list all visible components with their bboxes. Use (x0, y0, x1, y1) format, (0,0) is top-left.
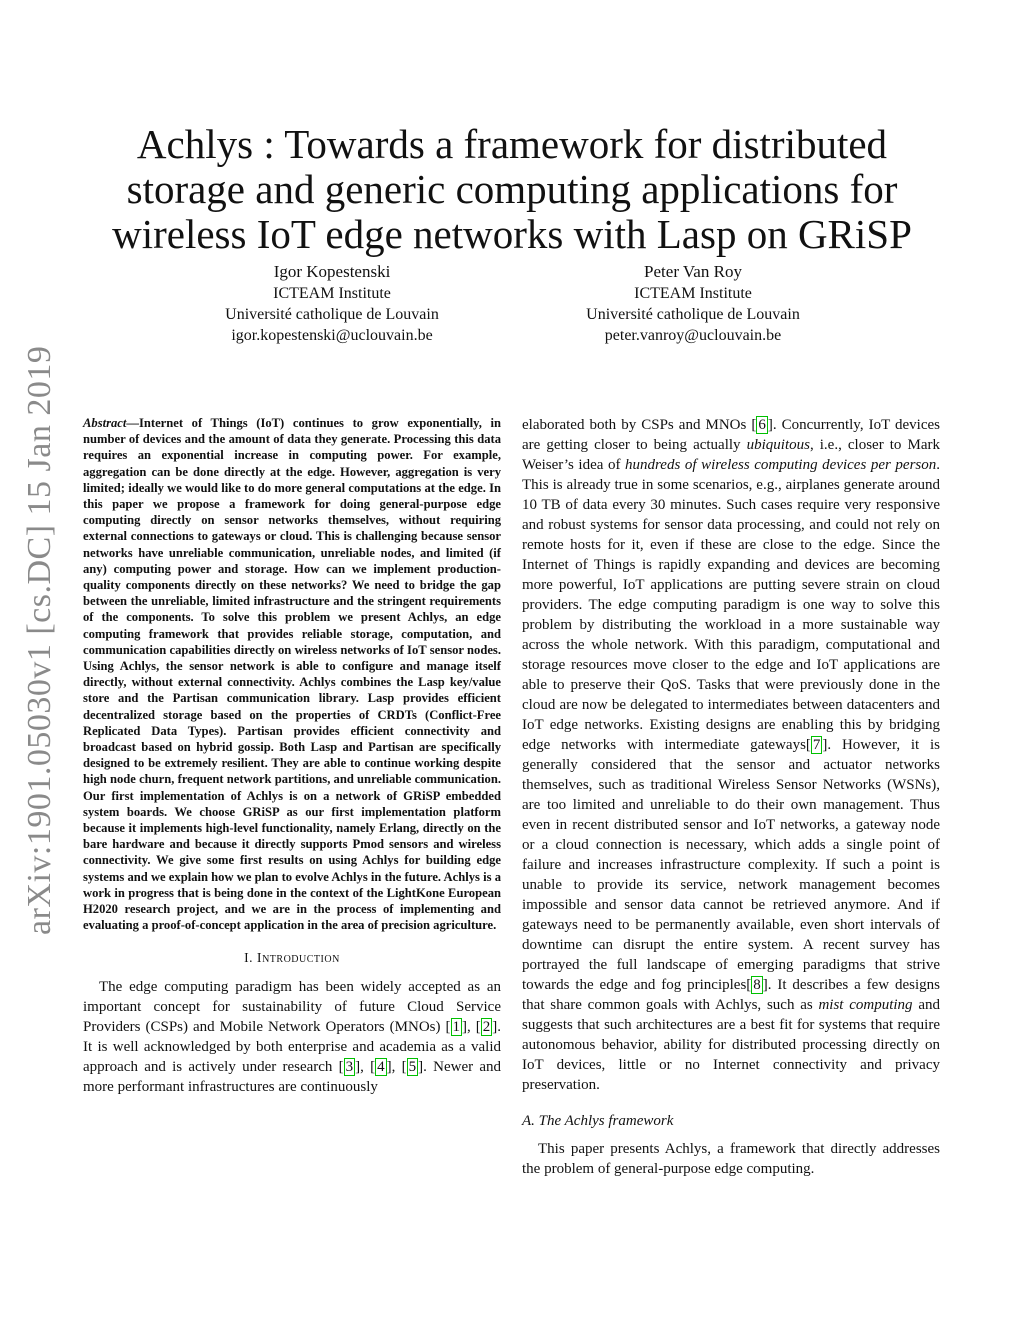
author-university: Université catholique de Louvain (225, 306, 439, 323)
abstract-text: —Internet of Things (IoT) continues to grow exponentially, in number of devices and the amount of data they generate. Processing this data requires an exponential increase in computing power. For example, aggregation can be done directly at the edge. However, aggregation is very limited; ideally we would like to do more general computations at the edge. In this paper we propose a framework for doing general-purpose edge computing directly on sensor networks themselves, without requiring external connections to gateways or cloud. This is challenging because sensor networks have unreliable communication, unreliable nodes, and limited (if any) computing power and storage. How can we implement production-quality components directly on these networks? We need to bridge the gap between the unreliable, limited infrastructure and the stringent requirements of the components. To solve this problem we present Achlys, an edge computing framework that provides reliable storage, computation, and communication capabilities directly on wireless networks of IoT sensor nodes. Using Achlys, the sensor network is able to configure and manage itself directly, without external connectivity. Achlys combines the Lasp key/value store and the Partisan communication library. Lasp provides efficient decentralized storage based on the properties of CRDTs (Conflict-Free Replicated Data Types). Partisan provides efficient connectivity and broadcast based on hybrid gossip. Both Lasp and Partisan are specifically designed to be extremely resilient. They are able to continue working despite high node churn, frequent network partitions, and unreliable communication. Our first implementation of Achlys is on a network of GRiSP embedded system boards. We choose GRiSP as our first implementation platform because it implements high-level functionality, namely Erlang, directly on the bare hardware and because it directly supports Pmod sensors and wireless connectivity. We give some first results on using Achlys for building edge systems and we explain how we plan to evolve Achlys in the future. Achlys is a work in progress that is being done in the context of the LightKone European H2020 research project, and we are in the process of implementing and evaluating a proof-of-concept application in the area of precision agriculture. (83, 416, 501, 933)
section-heading-introduction (83, 948, 501, 969)
title-line-3: wireless IoT edge networks with Lasp on GRiSP (112, 211, 912, 258)
author-email[interactable]: igor.kopestenski@uclouvain.be (231, 327, 433, 344)
intro-paragraph-1-continued: elaborated both by CSPs and MNOs [ 6 ]. Concurrently, IoT devices are getting closer to being actually ubiquitous, i.e., closer to Mark Weiser’s idea of hundreds of wireless computing devices per person. This is already true in some scenarios, e.g., airplanes generate around 10 TB of data every 30 minutes. Such cases require very responsive and robust systems for sensor data processing, and could not rely on remote hosts for it, even if these are close to the edge. Since the Internet of Things is rapidly expanding and devices are becoming more powerful, IoT applications are putting severe strain on cloud providers. The edge computing paradigm is one way to solve this problem by distributing the workload in a more sustainable way across the whole network. With this paradigm, computational and storage resources move closer to the edge and IoT applications are able to preserve their QoS. Tasks that were previously done in the cloud are now be delegated to intermediates between datacenters and IoT edge networks. Existing designs are enabling this by bridging edge networks with intermediate gateways[ 7 ]. However, it is generally considered that the sensor and actuator networks themselves, such as traditional Wireless Sensor Networks (WSNs), are too limited and unreliable to do their own management. Thus even in recent distributed sensor and IoT networks, a gateway node or a cloud connection is necessary, which adds a single point of failure and increases infrastructure complexity. If such a point is unable to provide its service, network management becomes impossible and sensor data cannot be retrieved anymore. And if gateways need to be permanently available, even short intervals of downtime can disrupt the entire system. A recent survey has portrayed the full landscape of emerging paradigms that strive towards the edge and fog principles[ 8 ]. It describes a few designs that share common goals with Achlys, such as mist computing and suggests that such architectures are a best fit for systems that require autonomous behavior, ability for distributed processing directly on IoT devices, little or no Internet connectivity and privacy preservation. (522, 417, 941, 1093)
section-number: I. (244, 949, 254, 965)
citation-link[interactable]: 7 (812, 737, 821, 753)
subsection-heading-achlys-framework: A. The Achlys framework (522, 1113, 674, 1129)
author-name: Igor Kopestenski (273, 262, 391, 281)
citation-link[interactable]: 1 (452, 1018, 460, 1035)
left-column (83, 415, 501, 1097)
framework-paragraph: This paper presents Achlys, a framework that directly addresses the problem of general-purpose edge computing. (522, 1141, 940, 1177)
author-university: Université catholique de Louvain (586, 306, 800, 323)
citation-link[interactable]: 2 (482, 1018, 491, 1035)
author-block-1 (182, 261, 482, 346)
citation-link[interactable]: 8 (753, 977, 761, 993)
title-line-1: Achlys : Towards a framework for distributed (136, 121, 888, 168)
section-title: Introduction (256, 950, 340, 966)
abstract-lead: Abstract (83, 416, 127, 430)
citation-link[interactable]: 5 (408, 1058, 417, 1075)
citation-link[interactable]: 6 (758, 417, 766, 433)
author-name: Peter Van Roy (644, 262, 742, 281)
right-column (522, 415, 940, 1179)
citation-link[interactable]: 4 (377, 1058, 385, 1075)
intro-paragraph-1: The edge computing paradigm has been widely accepted as an important concept for sustainability of future Cloud Service Providers (CSPs) and Mobile Network Operators (MNOs) [ 1 ], [ 2 ]. It is well acknowledged by both enterprise and academia as a valid approach and is actively under research [ 3 ], [ 4 ], [ 5 ]. Newer and more performant infrastructures are continuously (83, 978, 502, 1095)
abstract (83, 415, 501, 934)
author-institute: ICTEAM Institute (634, 285, 752, 302)
emphasis-mist-computing: mist computing (818, 997, 913, 1013)
emphasis-quote: hundreds of wireless computing devices per person (625, 457, 937, 473)
citation-link[interactable]: 3 (345, 1058, 354, 1075)
author-block-2 (543, 261, 843, 346)
title-line-2: storage and generic computing applications for (126, 166, 898, 213)
author-email[interactable]: peter.vanroy@uclouvain.be (604, 327, 782, 344)
author-institute: ICTEAM Institute (273, 285, 391, 302)
emphasis-ubiquitous: ubiquitous (746, 437, 810, 453)
arxiv-identifier: arXiv:1901.05030v1 [cs.DC] 15 Jan 2019 (21, 345, 58, 935)
paper-title (90, 122, 934, 257)
